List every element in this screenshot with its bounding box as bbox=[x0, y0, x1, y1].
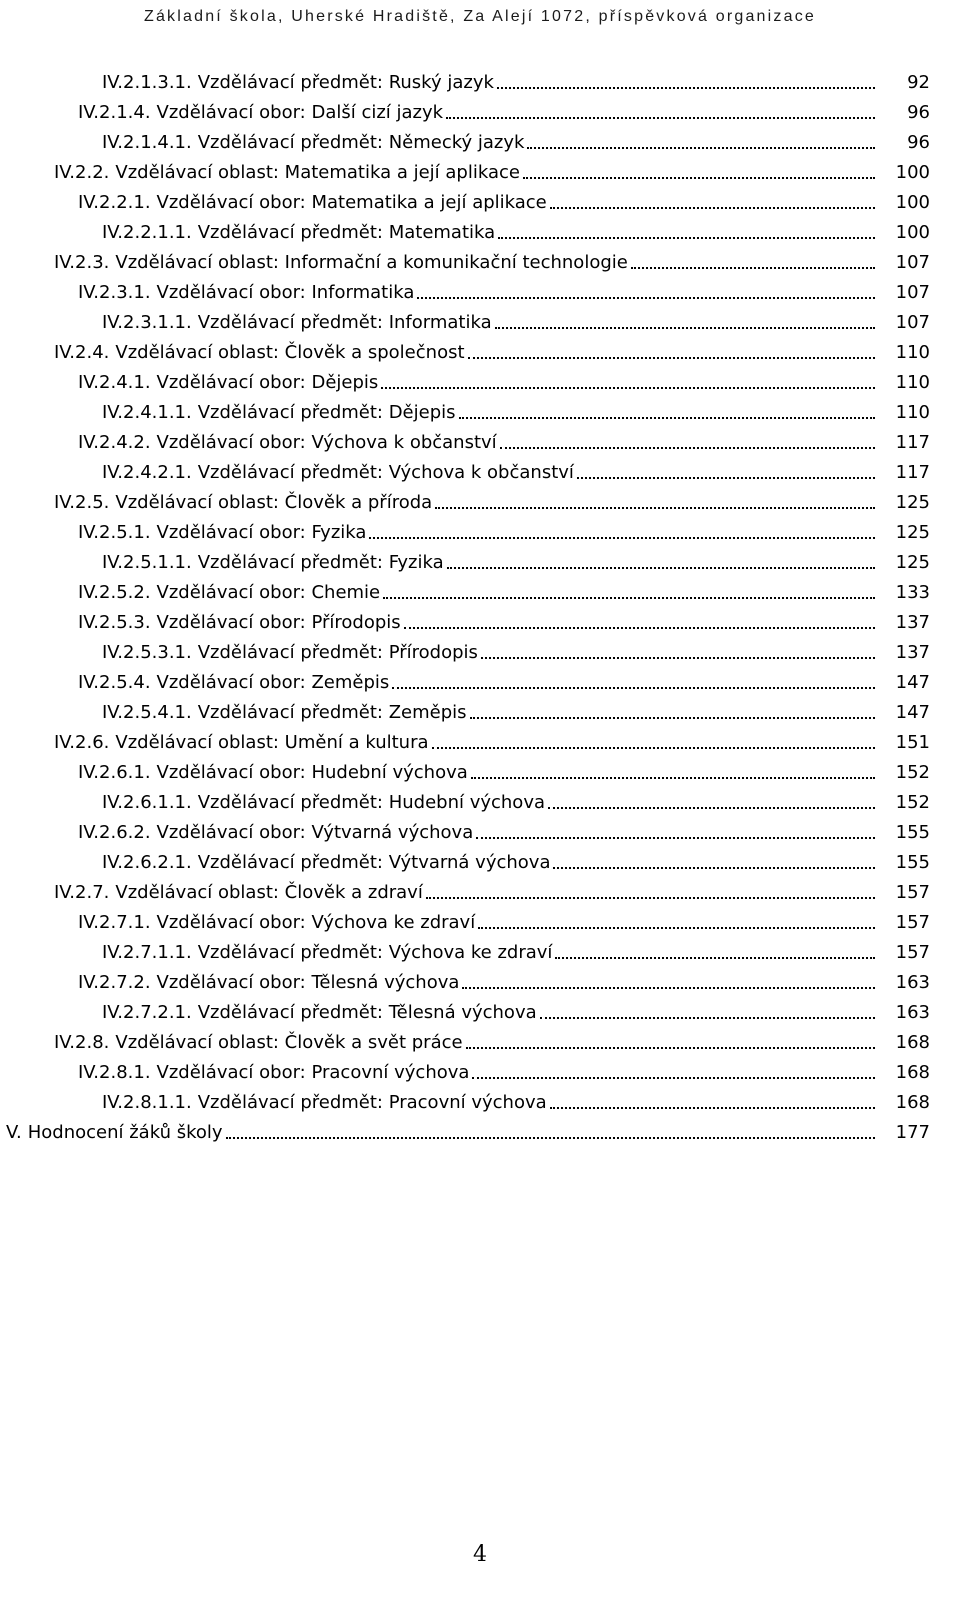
toc-entry-page: 100 bbox=[895, 222, 930, 243]
toc-entry-title: Vzdělávací předmět: Zeměpis bbox=[197, 702, 467, 723]
dot-leader bbox=[553, 867, 875, 869]
toc-entry-title: Vzdělávací předmět: Dějepis bbox=[197, 402, 456, 423]
toc-entry-number: IV.2.7.1. bbox=[78, 912, 151, 933]
toc-entry-number: IV.2.1.3.1. bbox=[102, 72, 192, 93]
dot-leader bbox=[476, 837, 875, 839]
toc-entry-page: 110 bbox=[895, 372, 930, 393]
dot-leader bbox=[417, 297, 875, 299]
dot-leader bbox=[447, 567, 875, 569]
toc-entry[interactable] bbox=[0, 756, 960, 786]
toc-entry-page: 125 bbox=[895, 552, 930, 573]
toc-entry[interactable] bbox=[0, 156, 960, 186]
toc-entry[interactable] bbox=[0, 966, 960, 996]
dot-leader bbox=[383, 597, 875, 599]
toc-entry[interactable] bbox=[0, 696, 960, 726]
dot-leader bbox=[550, 207, 875, 209]
toc-entry[interactable] bbox=[0, 906, 960, 936]
toc-entry-title: Vzdělávací obor: Přírodopis bbox=[156, 612, 401, 633]
toc-entry-number: IV.2.3. bbox=[54, 252, 110, 273]
toc-entry-title: Vzdělávací oblast: Člověk a svět práce bbox=[115, 1032, 463, 1053]
toc-entry-page: 100 bbox=[895, 162, 930, 183]
toc-entry-page: 96 bbox=[907, 102, 930, 123]
toc-entry-number: IV.2.5. bbox=[54, 492, 110, 513]
toc-entry[interactable] bbox=[0, 666, 960, 696]
toc-entry-number: IV.2.5.1.1. bbox=[102, 552, 192, 573]
toc-entry[interactable] bbox=[0, 576, 960, 606]
toc-entry-page: 168 bbox=[895, 1062, 930, 1083]
toc-entry-title: Vzdělávací obor: Pracovní výchova bbox=[156, 1062, 470, 1083]
toc-entry[interactable] bbox=[0, 726, 960, 756]
dot-leader bbox=[527, 147, 875, 149]
toc-entry-page: 137 bbox=[895, 642, 930, 663]
toc-entry-number: IV.2.7. bbox=[54, 882, 110, 903]
toc-entry-page: 110 bbox=[895, 342, 930, 363]
toc-entry-page: 168 bbox=[895, 1032, 930, 1053]
toc-entry-title: Vzdělávací předmět: Výtvarná výchova bbox=[197, 852, 551, 873]
toc-entry[interactable] bbox=[0, 1116, 960, 1146]
dot-leader bbox=[459, 417, 875, 419]
dot-leader bbox=[471, 777, 875, 779]
toc-entry-title: Hodnocení žáků školy bbox=[27, 1122, 223, 1143]
toc-entry-page: 157 bbox=[895, 912, 930, 933]
toc-entry-title: Vzdělávací oblast: Informační a komunikační technologie bbox=[115, 252, 628, 273]
dot-leader bbox=[466, 1047, 875, 1049]
toc-entry-title: Vzdělávací obor: Výchova k občanství bbox=[156, 432, 497, 453]
toc-entry-page: 96 bbox=[907, 132, 930, 153]
toc-entry-title: Vzdělávací obor: Chemie bbox=[156, 582, 381, 603]
toc-entry[interactable] bbox=[0, 996, 960, 1026]
toc-entry-number: IV.2.6. bbox=[54, 732, 110, 753]
toc-entry-number: IV.2.4.1.1. bbox=[102, 402, 192, 423]
toc-entry[interactable] bbox=[0, 606, 960, 636]
dot-leader bbox=[500, 447, 875, 449]
toc-entry-page: 147 bbox=[895, 702, 930, 723]
dot-leader bbox=[435, 507, 875, 509]
toc-entry-number: IV.2.5.3. bbox=[78, 612, 151, 633]
toc-entry-title: Vzdělávací obor: Informatika bbox=[156, 282, 415, 303]
dot-leader bbox=[631, 267, 875, 269]
toc-entry[interactable] bbox=[0, 216, 960, 246]
toc-entry[interactable] bbox=[0, 846, 960, 876]
toc-entry-page: 147 bbox=[895, 672, 930, 693]
toc-entry-title: Vzdělávací předmět: Výchova k občanství bbox=[197, 462, 574, 483]
toc-entry-page: 152 bbox=[895, 762, 930, 783]
toc-entry-page: 137 bbox=[895, 612, 930, 633]
toc-entry-number: IV.2.5.1. bbox=[78, 522, 151, 543]
toc-entry[interactable] bbox=[0, 1026, 960, 1056]
toc-entry-number: IV.2.8. bbox=[54, 1032, 110, 1053]
toc-entry-number: IV.2.1.4.1. bbox=[102, 132, 192, 153]
toc-entry-number: IV.2.2.1. bbox=[78, 192, 151, 213]
toc-entry-title: Vzdělávací předmět: Výchova ke zdraví bbox=[197, 942, 553, 963]
toc-entry-title: Vzdělávací obor: Výtvarná výchova bbox=[156, 822, 474, 843]
toc-entry-page: 133 bbox=[895, 582, 930, 603]
dot-leader bbox=[550, 1107, 875, 1109]
toc-entry-page: 92 bbox=[907, 72, 930, 93]
toc-entry-title: Vzdělávací oblast: Člověk a příroda bbox=[115, 492, 433, 513]
toc-entry-title: Vzdělávací oblast: Člověk a společnost bbox=[115, 342, 465, 363]
toc-entry-title: Vzdělávací oblast: Člověk a zdraví bbox=[115, 882, 423, 903]
toc-entry[interactable] bbox=[0, 306, 960, 336]
toc-entry[interactable] bbox=[0, 366, 960, 396]
dot-leader bbox=[497, 87, 875, 89]
toc-entry[interactable] bbox=[0, 876, 960, 906]
toc-entry-number: IV.2.2. bbox=[54, 162, 110, 183]
toc-entry[interactable] bbox=[0, 936, 960, 966]
toc-entry-number: IV.2.7.2.1. bbox=[102, 1002, 192, 1023]
dot-leader bbox=[495, 327, 875, 329]
toc-entry-title: Vzdělávací obor: Hudební výchova bbox=[156, 762, 468, 783]
toc-entry-number: IV.2.3.1.1. bbox=[102, 312, 192, 333]
toc-entry-title: Vzdělávací obor: Další cizí jazyk bbox=[156, 102, 444, 123]
toc-entry-title: Vzdělávací předmět: Informatika bbox=[197, 312, 492, 333]
dot-leader bbox=[392, 687, 875, 689]
toc-entry-title: Vzdělávací předmět: Matematika bbox=[197, 222, 496, 243]
toc-entry[interactable] bbox=[0, 396, 960, 426]
toc-entry-number: IV.2.5.3.1. bbox=[102, 642, 192, 663]
toc-entry[interactable] bbox=[0, 126, 960, 156]
toc-entry[interactable] bbox=[0, 516, 960, 546]
dot-leader bbox=[446, 117, 875, 119]
toc-entry-title: Vzdělávací předmět: Hudební výchova bbox=[197, 792, 546, 813]
toc-entry-page: 155 bbox=[895, 822, 930, 843]
dot-leader bbox=[548, 807, 875, 809]
toc-entry-page: 117 bbox=[895, 462, 930, 483]
dot-leader bbox=[523, 177, 875, 179]
toc-entry-number: IV.2.1.4. bbox=[78, 102, 151, 123]
toc-entry-page: 157 bbox=[895, 942, 930, 963]
toc-entry[interactable] bbox=[0, 96, 960, 126]
toc-entry-title: Vzdělávací předmět: Fyzika bbox=[197, 552, 444, 573]
toc-entry-page: 163 bbox=[895, 972, 930, 993]
toc-entry-number: IV.2.6.1.1. bbox=[102, 792, 192, 813]
dot-leader bbox=[577, 477, 875, 479]
toc-entry-page: 107 bbox=[895, 282, 930, 303]
toc-entry-number: IV.2.4.2.1. bbox=[102, 462, 192, 483]
toc-entry-title: Vzdělávací předmět: Německý jazyk bbox=[197, 132, 525, 153]
toc-entry-page: 107 bbox=[895, 252, 930, 273]
toc-entry-title: Vzdělávací předmět: Ruský jazyk bbox=[197, 72, 494, 93]
toc-entry-page: 117 bbox=[895, 432, 930, 453]
toc-entry-title: Vzdělávací obor: Fyzika bbox=[156, 522, 367, 543]
toc-entry-number: IV.2.5.2. bbox=[78, 582, 151, 603]
toc-entry-number: IV.2.3.1. bbox=[78, 282, 151, 303]
toc-entry[interactable] bbox=[0, 246, 960, 276]
toc-entry-page: 107 bbox=[895, 312, 930, 333]
toc-entry-title: Vzdělávací obor: Výchova ke zdraví bbox=[156, 912, 476, 933]
toc-entry[interactable] bbox=[0, 1086, 960, 1116]
toc-entry[interactable] bbox=[0, 456, 960, 486]
dot-leader bbox=[540, 1017, 875, 1019]
toc-entry-page: 151 bbox=[895, 732, 930, 753]
toc-entry-number: IV.2.2.1.1. bbox=[102, 222, 192, 243]
toc-entry-title: Vzdělávací obor: Dějepis bbox=[156, 372, 379, 393]
dot-leader bbox=[381, 387, 875, 389]
toc-entry-number: IV.2.6.1. bbox=[78, 762, 151, 783]
dot-leader bbox=[404, 627, 875, 629]
page-header: Základní škola, Uherské Hradiště, Za Alejí 1072, příspěvková organizace bbox=[143, 8, 817, 25]
toc-entry[interactable] bbox=[0, 276, 960, 306]
dot-leader bbox=[481, 657, 875, 659]
toc-entry[interactable] bbox=[0, 636, 960, 666]
toc-entry[interactable] bbox=[0, 1056, 960, 1086]
dot-leader bbox=[498, 237, 875, 239]
toc-entry-title: Vzdělávací předmět: Pracovní výchova bbox=[197, 1092, 547, 1113]
dot-leader bbox=[226, 1137, 875, 1139]
dot-leader bbox=[426, 897, 875, 899]
toc-entry-page: 157 bbox=[895, 882, 930, 903]
dot-leader bbox=[468, 357, 875, 359]
toc-entry-number: IV.2.6.2.1. bbox=[102, 852, 192, 873]
toc-entry-page: 100 bbox=[895, 192, 930, 213]
toc-entry-page: 110 bbox=[895, 402, 930, 423]
toc-entry-title: Vzdělávací předmět: Tělesná výchova bbox=[197, 1002, 537, 1023]
table-of-contents bbox=[0, 66, 960, 1146]
toc-entry-page: 125 bbox=[895, 492, 930, 513]
toc-entry-number: IV.2.5.4. bbox=[78, 672, 151, 693]
toc-entry-title: Vzdělávací obor: Matematika a její aplikace bbox=[156, 192, 547, 213]
dot-leader bbox=[555, 957, 875, 959]
toc-entry-number: IV.2.7.1.1. bbox=[102, 942, 192, 963]
toc-entry-title: Vzdělávací obor: Zeměpis bbox=[156, 672, 390, 693]
toc-entry[interactable] bbox=[0, 336, 960, 366]
toc-entry-title: Vzdělávací oblast: Matematika a její aplikace bbox=[115, 162, 520, 183]
toc-entry-title: Vzdělávací oblast: Umění a kultura bbox=[115, 732, 429, 753]
toc-entry-page: 125 bbox=[895, 522, 930, 543]
toc-entry-number: IV.2.8.1. bbox=[78, 1062, 151, 1083]
toc-entry-page: 177 bbox=[895, 1122, 930, 1143]
toc-entry[interactable] bbox=[0, 426, 960, 456]
toc-entry-page: 163 bbox=[895, 1002, 930, 1023]
dot-leader bbox=[432, 747, 875, 749]
toc-entry-number: IV.2.5.4.1. bbox=[102, 702, 192, 723]
toc-entry[interactable] bbox=[0, 186, 960, 216]
toc-entry-page: 155 bbox=[895, 852, 930, 873]
toc-entry-number: IV.2.6.2. bbox=[78, 822, 151, 843]
toc-entry-number: IV.2.4. bbox=[54, 342, 110, 363]
toc-entry[interactable] bbox=[0, 66, 960, 96]
toc-entry-page: 168 bbox=[895, 1092, 930, 1113]
toc-entry-title: Vzdělávací předmět: Přírodopis bbox=[197, 642, 478, 663]
page-number: 4 bbox=[473, 1542, 487, 1567]
toc-entry-number: IV.2.4.2. bbox=[78, 432, 151, 453]
toc-entry-title: Vzdělávací obor: Tělesná výchova bbox=[156, 972, 460, 993]
toc-entry-page: 152 bbox=[895, 792, 930, 813]
dot-leader bbox=[472, 1077, 875, 1079]
toc-entry[interactable] bbox=[0, 816, 960, 846]
toc-entry[interactable] bbox=[0, 546, 960, 576]
dot-leader bbox=[369, 537, 875, 539]
toc-entry-number: IV.2.8.1.1. bbox=[102, 1092, 192, 1113]
dot-leader bbox=[462, 987, 875, 989]
toc-entry-number: V. bbox=[6, 1122, 22, 1143]
toc-entry-number: IV.2.4.1. bbox=[78, 372, 151, 393]
toc-entry[interactable] bbox=[0, 786, 960, 816]
toc-entry[interactable] bbox=[0, 486, 960, 516]
dot-leader bbox=[470, 717, 875, 719]
toc-entry-number: IV.2.7.2. bbox=[78, 972, 151, 993]
dot-leader bbox=[478, 927, 875, 929]
